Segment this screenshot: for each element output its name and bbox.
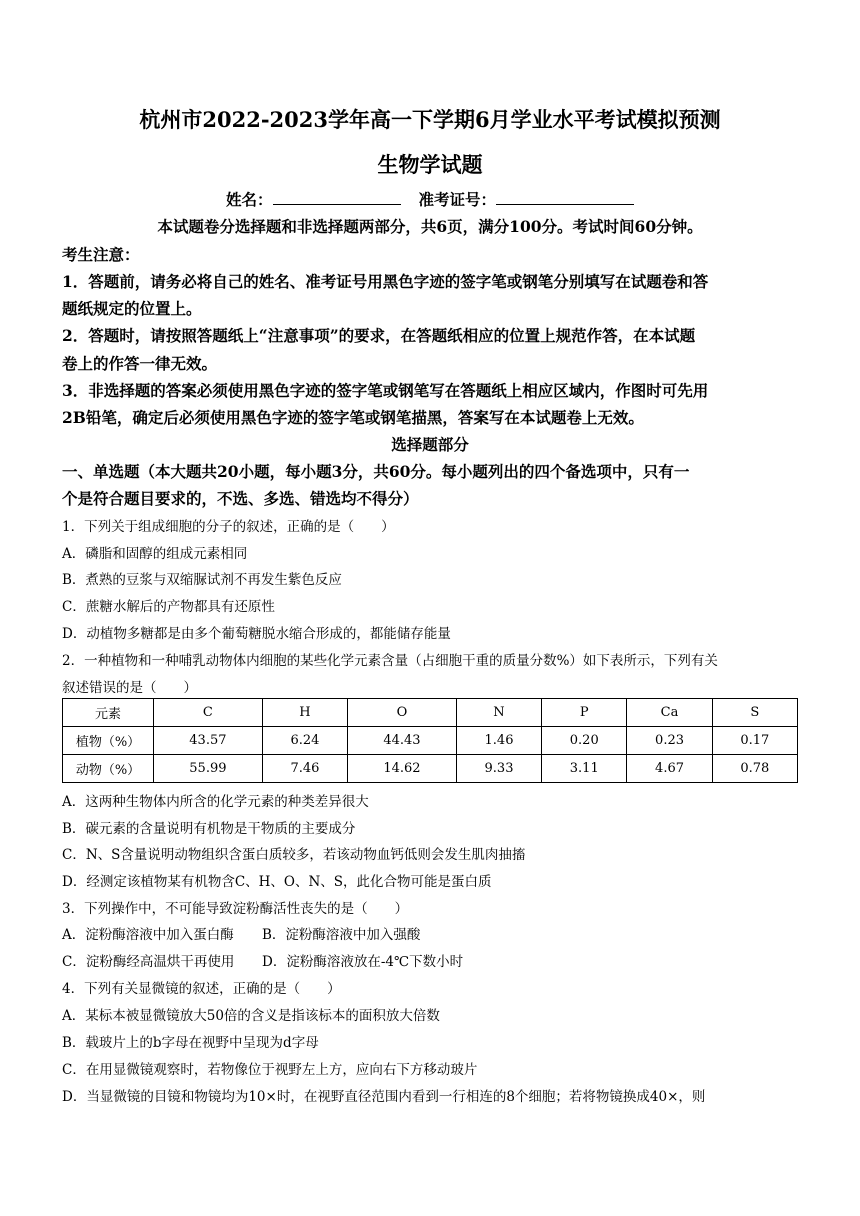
part-heading: 个是符合题目要求的，不选、多选、错选均不得分）: [62, 489, 419, 508]
table-cell: 0.17: [712, 727, 797, 755]
table-cell: 0.78: [712, 755, 797, 783]
question-stem: 1．下列关于组成细胞的分子的叙述，正确的是（ ）: [62, 519, 395, 535]
option-a: A．某标本被显微镜放大50倍的含义是指该标本的面积放大倍数: [62, 1008, 440, 1024]
option-b: B．碳元素的含量说明有机物是干物质的主要成分: [62, 821, 356, 837]
part-heading: 一、单选题（本大题共20小题，每小题3分，共60分。每小题列出的四个备选项中，只有一: [62, 462, 690, 481]
option-a: A．这两种生物体内所含的化学元素的种类差异很大: [62, 794, 369, 810]
table-header-cell: N: [456, 699, 541, 727]
notice-line: 3．非选择题的答案必须使用黑色字迹的签字笔或钢笔写在答题纸上相应区域内，作图时可先用: [62, 381, 709, 400]
id-blank[interactable]: [496, 190, 634, 205]
option-c: C．蔗糖水解后的产物都具有还原性: [62, 599, 275, 615]
table-cell: 14.62: [348, 755, 457, 783]
option-d: D．淀粉酶溶液放在-4℃下数小时: [262, 954, 464, 970]
table-cell: 6.24: [262, 727, 347, 755]
table-cell: 0.20: [542, 727, 627, 755]
table-header-row: [63, 699, 798, 727]
table-cell: 动物（%）: [63, 755, 154, 783]
table-header-cell: P: [542, 699, 627, 727]
exam-title: 杭州市2022-2023学年高一下学期6月学业水平考试模拟预测: [139, 107, 721, 132]
question-stem: 2．一种植物和一种哺乳动物体内细胞的某些化学元素含量（占细胞干重的质量分数%）如下表所示，下列有关: [62, 653, 718, 669]
table-header-cell: C: [154, 699, 263, 727]
table-cell: 3.11: [542, 755, 627, 783]
option-a: A．淀粉酶溶液中加入蛋白酶: [62, 927, 234, 943]
table-cell: 7.46: [262, 755, 347, 783]
id-label: 准考证号：: [418, 190, 497, 209]
table-header-cell: Ca: [627, 699, 712, 727]
option-row: [62, 923, 802, 943]
option-d: D．当显微镜的目镜和物镜均为10×时，在视野直径范围内看到一行相连的8个细胞；若将物镜换成40×，则: [62, 1089, 706, 1105]
option-d: D．动植物多糖都是由多个葡萄糖脱水缩合形成的，都能储存能量: [62, 626, 451, 642]
notice-line: 题纸规定的位置上。: [62, 299, 202, 318]
table-cell: 44.43: [348, 727, 457, 755]
candidate-info-row: [0, 188, 860, 210]
option-b: B．淀粉酶溶液中加入强酸: [262, 927, 421, 943]
question-stem: 3．下列操作中，不可能导致淀粉酶活性丧失的是（ ）: [62, 901, 409, 917]
table-cell: 43.57: [154, 727, 263, 755]
notice-line: 1．答题前，请务必将自己的姓名、准考证号用黑色字迹的签字笔或钢笔分别填写在试题卷和答: [62, 272, 709, 291]
option-b: B．煮熟的豆浆与双缩脲试剂不再发生紫色反应: [62, 572, 342, 588]
option-a: A．磷脂和固醇的组成元素相同: [62, 546, 248, 562]
notice-heading: 考生注意：: [62, 245, 140, 264]
exam-subtitle: 生物学试题: [377, 152, 483, 177]
table-header-cell: S: [712, 699, 797, 727]
notice-line: 2．答题时，请按照答题纸上“注意事项”的要求，在答题纸相应的位置上规范作答，在本试题: [62, 326, 696, 345]
option-c: C．淀粉酶经高温烘干再使用: [62, 954, 235, 970]
table-cell: 55.99: [154, 755, 263, 783]
table-cell: 0.23: [627, 727, 712, 755]
option-d: D．经测定该植物某有机物含C、H、O、N、S，此化合物可能是蛋白质: [62, 874, 492, 890]
table-header-cell: H: [262, 699, 347, 727]
option-row: [62, 950, 802, 970]
exam-intro: 本试题卷分选择题和非选择题两部分，共6页，满分100分。考试时间60分钟。: [157, 217, 703, 236]
table-cell: 9.33: [456, 755, 541, 783]
table-header-cell: 元素: [63, 699, 154, 727]
table-cell: 1.46: [456, 727, 541, 755]
notice-line: 卷上的作答一律无效。: [62, 354, 218, 373]
name-blank[interactable]: [273, 190, 401, 205]
question-stem: 4．下列有关显微镜的叙述，正确的是（ ）: [62, 981, 341, 997]
section-title: 选择题部分: [391, 435, 469, 454]
option-c: C．N、S含量说明动物组织含蛋白质较多，若该动物血钙低则会发生肌肉抽搐: [62, 847, 526, 863]
table-cell: 植物（%）: [63, 727, 154, 755]
table-row: [63, 755, 798, 783]
element-content-table: [62, 698, 798, 783]
table-header-cell: O: [348, 699, 457, 727]
notice-line: 2B铅笔，确定后必须使用黑色字迹的签字笔或钢笔描黑，答案写在本试题卷上无效。: [62, 408, 644, 427]
table-row: [63, 727, 798, 755]
name-label: 姓名：: [225, 190, 273, 209]
option-c: C．在用显微镜观察时，若物像位于视野左上方，应向右下方移动玻片: [62, 1062, 478, 1078]
option-b: B．载玻片上的b字母在视野中呈现为d字母: [62, 1035, 319, 1051]
question-stem-cont: 叙述错误的是（ ）: [62, 680, 197, 696]
table-cell: 4.67: [627, 755, 712, 783]
